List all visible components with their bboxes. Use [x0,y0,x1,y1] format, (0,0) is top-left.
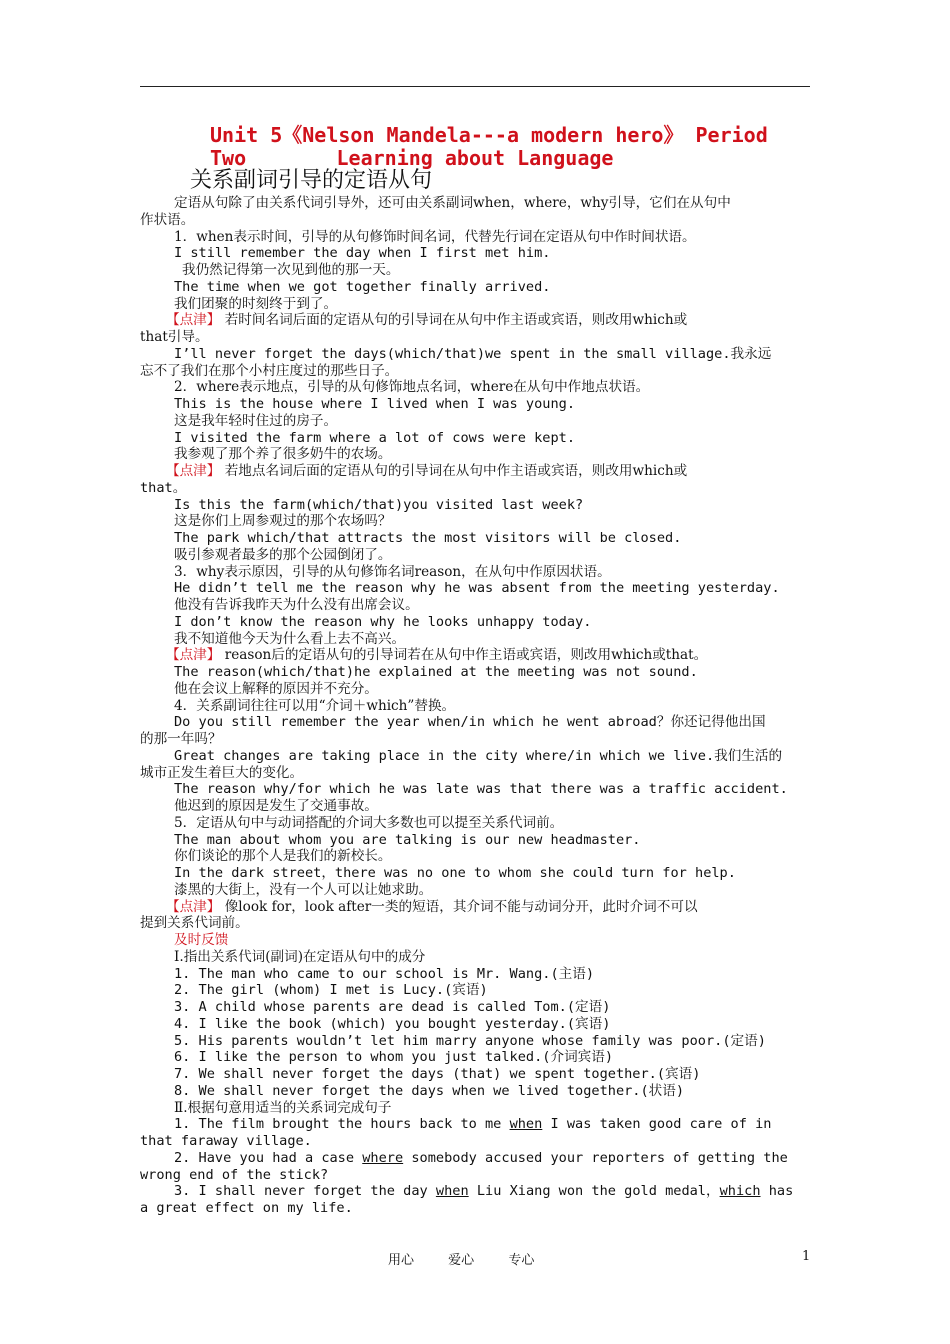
tip-line: 【点津】 像look for，look after一类的短语，其介词不能与动词分开，此时介词不可以 [166,898,698,915]
example-en: I don’t know the reason why he looks unhappy today. [174,613,592,630]
example-en: The time when we got together finally arrived. [174,278,551,295]
answer: where [362,1149,404,1166]
example-en: I’ll never forget the days(which/that)we spent in the small village.我永远 [174,345,772,362]
example-cn: 他没有告诉我昨天为什么没有出席会议。 [174,597,419,613]
rule-heading: 3．why表示原因，引导的从句修饰名词reason，在从句中作原因状语。 [174,563,611,580]
example-cn: 吸引参观者最多的那个公园倒闭了。 [174,546,392,563]
answer: which [719,1183,761,1200]
example-en: In the dark street，there was no one to whom she could turn for help. [174,865,736,881]
footer-motto: 用心 爱心 专心 [388,1253,535,1268]
example-cn: 他在会议上解释的原因并不充分。 [174,680,378,697]
header-rule [140,86,810,87]
example-en: He didn’t tell me the reason why he was absent from the meeting yesterday. [174,580,780,597]
exercise-part-title: Ⅰ.指出关系代词(副词)在定语从句中的成分 [174,948,426,965]
example-cn: 他迟到的原因是发生了交通事故。 [174,798,378,814]
example-en: Great changes are taking place in the city where/in which we live.我们生活的 [174,747,783,764]
answer: when [509,1116,543,1133]
title-line-1: Unit 5《Nelson Mandela---a modern hero》 Period Two [210,123,768,170]
example-cn: 我们团聚的时刻终于到了。 [174,295,338,312]
tip-label: 【点津】 [166,312,221,329]
example-cn: 我不知道他今天为什么看上去不高兴。 [174,630,406,647]
tip-line: that。 [140,479,187,496]
example-en: I visited the farm where a lot of cows were kept. [174,429,576,446]
example-cn: 这是你们上周参观过的那个农场吗？ [174,513,392,530]
exercise-item: 5. His parents wouldn’t let him marry anyone whose family was poor.(定语) [174,1032,766,1049]
tip-line: that引导。 [140,329,209,345]
example-en: I still remember the day when I first met him. [174,245,551,262]
example-cn: 的那一年吗？ [140,731,222,747]
exercise-item: 6. I like the person to whom you just talked.(介词宾语) [174,1049,614,1066]
example-en: The man about whom you are talking is our new headmaster. [174,831,641,848]
document-body [140,195,810,1217]
exercise-item: 3. I shall never forget the day when Liu Xiang won the gold medal，which has [174,1183,794,1200]
tip-label: 【点津】 [166,898,221,915]
rule-heading: 2．where表示地点，引导的从句修饰地点名词，where在从句中作地点状语。 [174,379,650,396]
exercise-part-title: Ⅱ.根据句意用适当的关系词完成句子 [174,1099,392,1116]
tip-line: 提到关系代词前。 [140,915,249,932]
exercise-item: 1. The man who came to our school is Mr. Wang.(主语) [174,965,595,982]
rule-heading: 5．定语从句中与动词搭配的介词大多数也可以提至关系代词前。 [174,814,564,831]
example-en: The park which/that attracts the most visitors will be closed. [174,530,682,546]
example-en: The reason(which/that)he explained at the meeting was not sound. [174,664,698,680]
example-en: Do you still remember the year when/in which he went abroad？你还记得他出国 [174,714,766,731]
intro-line: 定语从句除了由关系代词引导外，还可由关系副词when，where，why引导，它们在从句中 [174,195,731,211]
tip-line: 【点津】 若地点名词后面的定语从句的引导词在从句中作主语或宾语，则改用which或 [166,463,688,479]
title-line-2: Learning about Language [336,146,614,170]
exercise-item: 1. The film brought the hours back to me when I was taken good care of in [174,1116,772,1133]
intro-line: 作状语。 [140,211,195,228]
exercise-item: 7. We shall never forget the days (that) we spent together.(宾语) [174,1066,701,1082]
example-en: Is this the farm(which/that)you visited last week? [174,496,584,513]
exercise-item: 3. A child whose parents are dead is called Tom.(定语) [174,999,611,1015]
example-cn: 我仍然记得第一次见到他的那一天。 [182,262,400,278]
exercise-item: 8. We shall never forget the days when we lived together.(状语) [174,1082,685,1099]
tip-line: 【点津】 reason后的定语从句的引导词若在从句中作主语或宾语，则改用which或that。 [166,647,708,664]
example-cn: 城市正发生着巨大的变化。 [140,764,304,781]
rule-heading: 1．when表示时间，引导的从句修饰时间名词，代替先行词在定语从句中作时间状语。 [174,228,696,245]
page-number: 1 [802,1249,811,1264]
feedback-title: 及时反馈 [174,932,229,948]
example-en: This is the house where I lived when I was young. [174,396,576,412]
example-en: The reason why/for which he was late was that there was a traffic accident. [174,781,788,798]
exercise-item-cont: wrong end of the stick? [140,1166,329,1183]
tip-line: 【点津】 若时间名词后面的定语从句的引导词在从句中作主语或宾语，则改用which或 [166,312,688,329]
tip-label: 【点津】 [166,463,221,479]
example-cn: 忘不了我们在那个小村庄度过的那些日子。 [140,362,399,379]
answer: when [435,1183,469,1200]
example-cn: 漆黑的大街上，没有一个人可以让她求助。 [174,881,433,898]
example-cn: 这是我年轻时住过的房子。 [174,412,338,429]
exercise-item: 2. The girl (whom) I met is Lucy.(宾语) [174,982,488,999]
tip-label: 【点津】 [166,647,221,664]
exercise-item: 2. Have you had a case where somebody accused your reporters of getting the [174,1149,788,1166]
exercise-item: 4. I like the book (which) you bought yesterday.(宾语) [174,1015,611,1032]
exercise-item-cont: that faraway village. [140,1133,312,1149]
section-heading: 关系副词引导的定语从句 [190,168,433,193]
example-cn: 你们谈论的那个人是我们的新校长。 [174,848,392,865]
example-cn: 我参观了那个养了很多奶牛的农场。 [174,446,392,463]
exercise-item-cont: a great effect on my life. [140,1200,353,1216]
rule-heading: 4．关系副词往往可以用“介词＋which”替换。 [174,697,456,714]
